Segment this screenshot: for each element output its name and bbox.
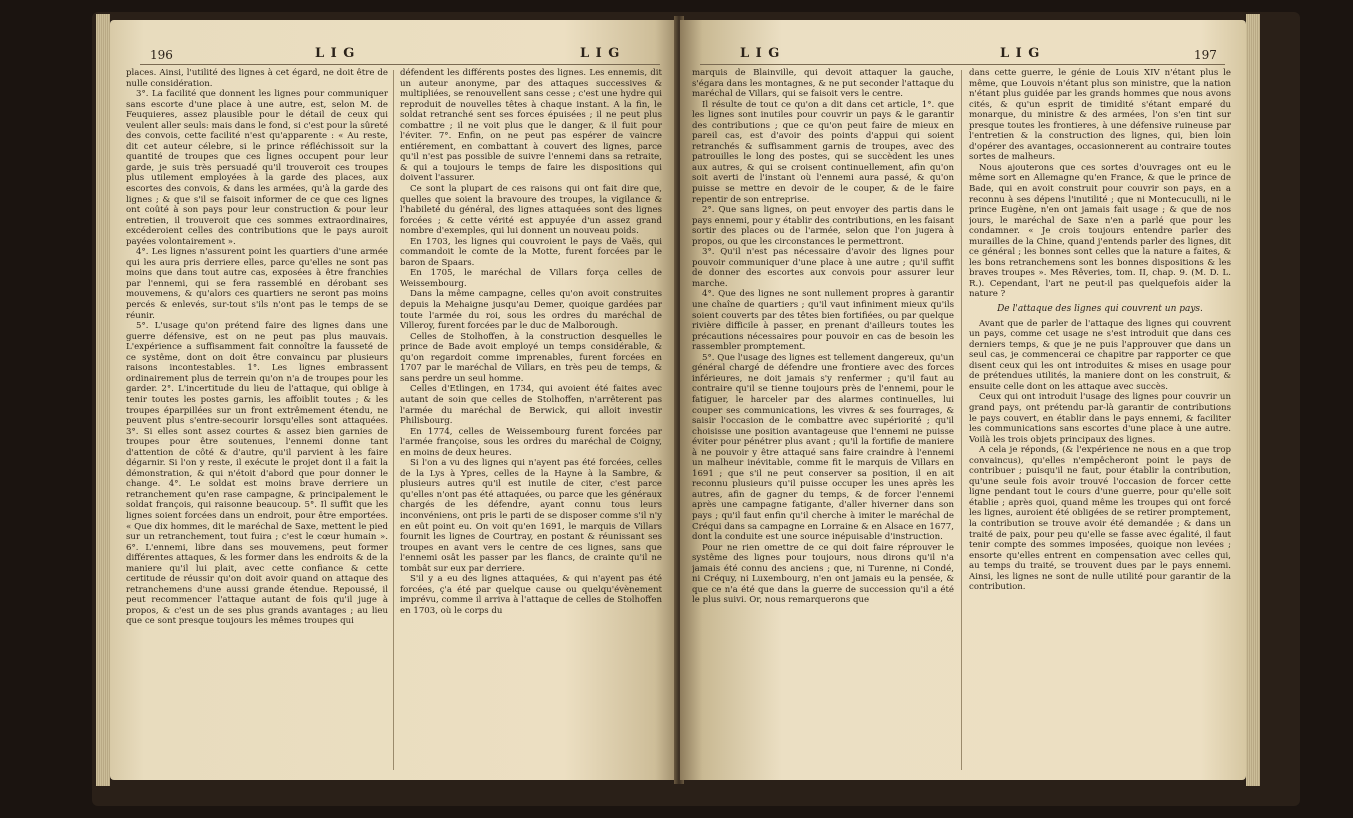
page-number-left: 196: [150, 48, 173, 62]
paragraph: Il résulte de tout ce qu'on a dit dans cet article, 1°. que les lignes sont inutiles pour couvrir un pays & le garantir des contributions ; que ce qu'on peut faire de mieux en pareil cas, est d'avoir des points d'appui qui soient retranchés & suffisamment garnis de troupes, avec des patrouilles le long des postes, qui se succèdent les unes aux autres, & qui se croisent continuellement, afin qu'on soit averti de l'instant où l'ennemi aura passé, & qu'on puisse se mettre en devoir de le couper, & de le faire repentir de son entreprise.: [692, 99, 954, 205]
paragraph: Avant que de parler de l'attaque des lignes qui couvrent un pays, comme cet usage ne s'est introduit que dans ces derniers temps, & que je ne puis l'approuver que dans un seul cas, je commencerai ce chapitre par rapporter ce que disent ceux qui les ont introduites & mises en usage pour de prétendues utilités, la maniere dont on les construit, & ensuite celle dont on les attaque avec succès.: [969, 318, 1231, 392]
left-page-column-2: [400, 68, 662, 780]
section-heading: De l'attaque des lignes qui couvrent un pays.: [997, 304, 1203, 315]
paragraph: 3°. Qu'il n'est pas nécessaire d'avoir des lignes pour pouvoir communiquer d'une place à une autre ; qu'il suffit de donner des escortes aux convois pour assurer leur marche.: [692, 247, 954, 289]
paragraph: A cela je réponds, (& l'expérience ne nous en a que trop convaincus), qu'elles n'empêcheront point le pays de contribuer ; puisqu'il ne faut, pour établir la contribution, qu'une seule fois avoir trouvé l'occasion de forcer cette ligne pendant tout le cours d'une guerre, pour qu'elle soit établie ; après quoi, quand même les troupes qui ont forcé les lignes, auroient été obligées de se retirer promptement, la contribution se trouve avoir été demandée ; & dans un traité de paix, pour peu qu'elle se fasse avec égalité, il faut tenir compte des sommes imposées, quoique non levées ; ensorte qu'elles entrent en compensation avec celles qui, au temps du traité, se trouvent dues par le pays ennemi. Ainsi, les lignes ne sont de nulle utilité pour garantir de la contribution.: [969, 445, 1231, 593]
header-rule: [140, 64, 660, 65]
paragraph: Ceux qui ont introduit l'usage des lignes pour couvrir un grand pays, ont prétendu par-là garantir de contributions le pays couvert, en établir dans le pays ennemi, & faciliter les communications sans escortes d'une place à une autre. Voilà les trois objets principaux des lignes.: [969, 392, 1231, 445]
running-head-left-2: L I G: [580, 46, 621, 61]
paragraph: Si l'on a vu des lignes qui n'ayent pas été forcées, celles de la Lys à Ypres, celles de la Hayne à la Sambre, & plusieurs autres qu'il est inutile de citer, c'est parce qu'elles n'ont pas été attaquées, ou parce que les généraux chargés de les défendre, ayant connu tous leurs inconvéniens, ont pris le parti de se disposer comme s'il n'y en eût point eu. On voit qu'en 1691, le marquis de Villars fournit les lignes de Courtray, en postant & réunissant ses troupes en avant vers le centre de ces lignes, sans que l'ennemi osât les passer par les flancs, de crainte qu'il ne tombât sur eux par derriere.: [400, 458, 662, 574]
paragraph: défendent les différents postes des lignes. Les ennemis, dit un auteur anonyme, par des attaques successives & multipliées, se renouvellent sans cesse ; c'est une hydre qui reproduit de nouvelles têtes à chaque instant. A la fin, le soldat retranché sent ses forces épuisées ; il ne peut plus combattre ; il ne voit plus que le danger, & il fuit pour l'éviter. 7°. Enfin, on ne peut pas espérer de vaincre entiérement, en combattant à couvert des lignes, parce qu'il n'est pas possible de suivre l'ennemi dans sa retraite, & qui a toujours le temps de faire les dispositions qui doivent l'assurer.: [400, 68, 662, 184]
page-number-right: 197: [1194, 48, 1217, 62]
paragraph: Celles d'Etlingen, en 1734, qui avoient été faites avec autant de soin que celles de Stolhoffen, n'arrêterent pas l'armée du maréchal de Berwick, qui alloit investir Philisbourg.: [400, 384, 662, 427]
header-rule: [700, 64, 1225, 65]
paragraph: Celles de Stolhoffen, à la construction desquelles le prince de Bade avoit employé un temps considérable, & qu'on regardoit comme imprenables, furent forcées en 1707 par le maréchal de Villars, en très peu de temps, & sans perdre un seul homme.: [400, 331, 662, 384]
paragraph: En 1774, celles de Weissembourg furent forcées par l'armée françoise, sous les ordres du maréchal de Coigny, en moins de deux heures.: [400, 426, 662, 458]
paragraph: marquis de Blainville, qui devoit attaquer la gauche, s'égara dans les montagnes, & ne put seconder l'attaque du maréchal de Villars, qui se faisoit vers le centre.: [692, 68, 954, 100]
paragraph: Dans la même campagne, celles qu'on avoit construites depuis la Mehaigne jusqu'au Demer, quoique gardées par toute l'armée du roi, sous les ordres du maréchal de Villeroy, furent forcées par le duc de Malborough.: [400, 289, 662, 332]
paragraph: En 1703, les lignes qui couvroient le pays de Vaës, qui commandoit le comte de la Motte, furent forcées par le baron de Spaars.: [400, 236, 662, 268]
running-head-right-1: L I G: [740, 46, 781, 61]
column-rule: [393, 70, 394, 770]
paragraph: 2°. Que sans lignes, on peut envoyer des partis dans le pays ennemi, pour y établir des contributions, en les faisant sortir des places ou de l'armée, selon que l'on jugera à propos, ou que les circonstances le permettront.: [692, 205, 954, 247]
paragraph: 4°. Les lignes n'assurent point les quartiers d'une armée qui les aura pris derriere elles, parce qu'elles ne sont pas moins que dans tout autre cas, exposées à être franchies par l'ennemi, qui se fera rassemblé en dérobant ses mouvemens, & qu'alors ces quartiers ne seront pas moins percés & enlevés, sur-tout s'ils n'ont pas le temps de se réunir.: [126, 247, 388, 321]
left-page-column-1: [126, 68, 388, 780]
paragraph: dans cette guerre, le génie de Louis XIV n'étant plus le même, que Louvois n'étant plus son ministre, que la nation n'étant plus guidée par les grands hommes que nous avons cités, & qu'un esprit de timidité s'étant emparé du monarque, du ministre & des armées, l'on s'en tint sur presque toutes les frontieres, à une défensive ruineuse par l'entretien & la construction des lignes, qui, bien loin d'opérer des avantages, occasionnerent au contraire toutes sortes de malheurs.: [969, 68, 1231, 163]
paragraph: places. Ainsi, l'utilité des lignes à cet égard, ne doit être de nulle considération.: [126, 68, 388, 89]
left-page-edges: [96, 14, 110, 786]
right-page-column-1: [692, 68, 954, 780]
paragraph: En 1705, le maréchal de Villars força celles de Weissembourg.: [400, 268, 662, 289]
right-page-column-2: [969, 68, 1231, 780]
right-page: [680, 20, 1246, 780]
paragraph: 4°. Que des lignes ne sont nullement propres à garantir une chaîne de quartiers ; qu'il vaut infiniment mieux qu'ils soient couverts par des têtes bien fortifiées, ou par quelque rivière difficile à passer, en prenant d'ailleurs toutes les précautions nécessaires pour pouvoir en cas de besoin les rassembler promptement.: [692, 289, 954, 353]
left-page: [110, 20, 678, 780]
running-head-right-2: L I G: [1000, 46, 1041, 61]
column-rule: [961, 70, 962, 770]
paragraph: 5°. Que l'usage des lignes est tellement dangereux, qu'un général chargé de défendre une frontiere avec des forces inférieures, ne doit jamais s'y renfermer ; qu'il faut au contraire qu'il se tienne toujours près de l'ennemi, pour le fatiguer, le harceler par des alarmes continuelles, lui couper ses communications, les vivres & ses fourrages, & saisir l'occasion de le combattre avec supériorité ; qu'il choisisse une position avantageuse que l'ennemi ne puisse éviter pour pénétrer plus avant ; qu'il la fortifie de maniere à ne pouvoir y être attaqué sans faire craindre à l'ennemi un malheur inévitable, comme fit le marquis de Villars en 1691 ; que s'il ne peut conserver sa position, il en ait reconnu plusieurs qu'il puisse occuper les unes après les autres, afin de gagner du temps, & de forcer l'ennemi après une campagne fatigante, d'aller hiverner dans son pays ; qu'il faut enfin qu'il cherche à imiter le maréchal de Créqui dans sa campagne en Lorraine & en Alsace en 1677, dont la conduite est une source inépuisable d'instruction.: [692, 352, 954, 543]
paragraph: Nous ajouterons que ces sortes d'ouvrages ont eu le même sort en Allemagne qu'en France, & que le prince de Bade, qui en avoit construit pour couvrir son pays, en a reconnu à ses dépens l'inutilité ; que ni Montecuculli, ni le prince Eugène, n'en ont jamais fait usage ; & que de nos jours, le maréchal de Saxe n'en a parlé que pour les condamner. « Je crois toujours entendre parler des murailles de la Chine, quand j'entends parler des lignes, dit ce général ; les bonnes sont celles que la nature a faites, & les bons retranchemens sont les bonnes dispositions & les braves troupes ». Mes Rêveries, tom. II, chap. 9. (M. D. L. R.). Cependant, l'art ne peut-il pas quelquefois aider la nature ?: [969, 162, 1231, 300]
paragraph: Ce sont la plupart de ces raisons qui ont fait dire que, quelles que soient la bravoure des troupes, la vigilance & l'habileté du général, des lignes attaquées sont des lignes forcées ; & cette vérité est appuyée d'un assez grand nombre d'exemples, qui lui donnent un nouveau poids.: [400, 184, 662, 237]
running-head-left-1: L I G: [315, 46, 356, 61]
paragraph: 5°. L'usage qu'on prétend faire des lignes dans une guerre défensive, est on ne peut pas plus mauvais. L'expérience a suffisamment fait connoître la fausseté de ce systême, dont on doit être convaincu par plusieurs raisons incontestables. 1°. Les lignes embrassent ordinairement plus de terrein qu'on n'a de troupes pour les garder. 2°. L'incertitude du lieu de l'attaque, qui oblige à tenir toutes les postes garnis, les affoiblit toutes ; & les troupes éparpillées sur un front extrêmement étendu, ne peuvent plus s'entre-secourir lorsqu'elles sont attaquées. 3°. Si elles sont assez courtes & assez bien garnies de troupes pour être soutenues, l'ennemi donne tant d'attention de côté & d'autre, qu'il parvient à les faire dégarnir. Si l'on y reste, il exécute le projet dont il a fait la démonstration, & qui n'étoit d'abord que pour donner le change. 4°. Le soldat est moins brave derriere un retranchement qu'en rase campagne, & principalement le soldat françois, qui raisonne beaucoup. 5°. Il suffit que les lignes soient forcées dans un endroit, pour être emportées. « Que dix hommes, dit le maréchal de Saxe, mettent le pied sur un retranchement, tout fuira ; c'est le cœur humain ». 6°. L'ennemi, libre dans ses mouvemens, peut former différentes attaques, & les former dans les endroits & de la maniere qu'il lui plait, avec cette confiance & cette certitude de réussir qu'on doit avoir quand on attaque des retranchemens d'une aussi grande étendue. Repoussé, il peut recommencer l'attaque autant de fois qu'il juge à propos, & c'est un de ses plus grands avantages ; au lieu que ce sont presque toujours les mêmes troupes qui: [126, 321, 388, 627]
paragraph: S'il y a eu des lignes attaquées, & qui n'ayent pas été forcées, ç'a été par quelque cause ou quelqu'évènement imprévu, comme il arriva à l'attaque de celles de Stolhoffen en 1703, où le corps du: [400, 574, 662, 616]
right-page-edges: [1246, 14, 1260, 786]
paragraph: Pour ne rien omettre de ce qui doit faire réprouver le systême des lignes pour toujours, nous dirons qu'il n'a jamais été connu des anciens ; que, ni Turenne, ni Condé, ni Créquy, ni Luxembourg, n'en ont jamais eu la pensée, & que ce n'a été que dans la guerre de succession qu'il a été le plus suivi. Or, nous remarquerons que: [692, 542, 954, 606]
paragraph: 3°. La facilité que donnent les lignes pour communiquer sans escorte d'une place à une autre, est, selon M. de Feuquieres, assez plausible pour le détail de ceux qui veulent aller seuls: mais dans le fond, si c'est pour la sûreté des convois, cette facilité n'est qu'apparente : « Au reste, dit cet auteur célebre, si le prince réfléchissoit sur la quantité de troupes que ces lignes occupent pour leur garde, je suis très persuadé qu'il trouveroit ces troupes plus utilement employées à la garde des places, aux escortes des convois, & dans les armées, qu'à la garde des lignes ; & que s'il se faisoit informer de ce que ces lignes ont coûté à son pays pour leur construction & pour leur entretien, il trouveroit que ces sommes extraordinaires, excéderoient celles des contributions que le pays auroit payées volontairement ».: [126, 89, 388, 247]
